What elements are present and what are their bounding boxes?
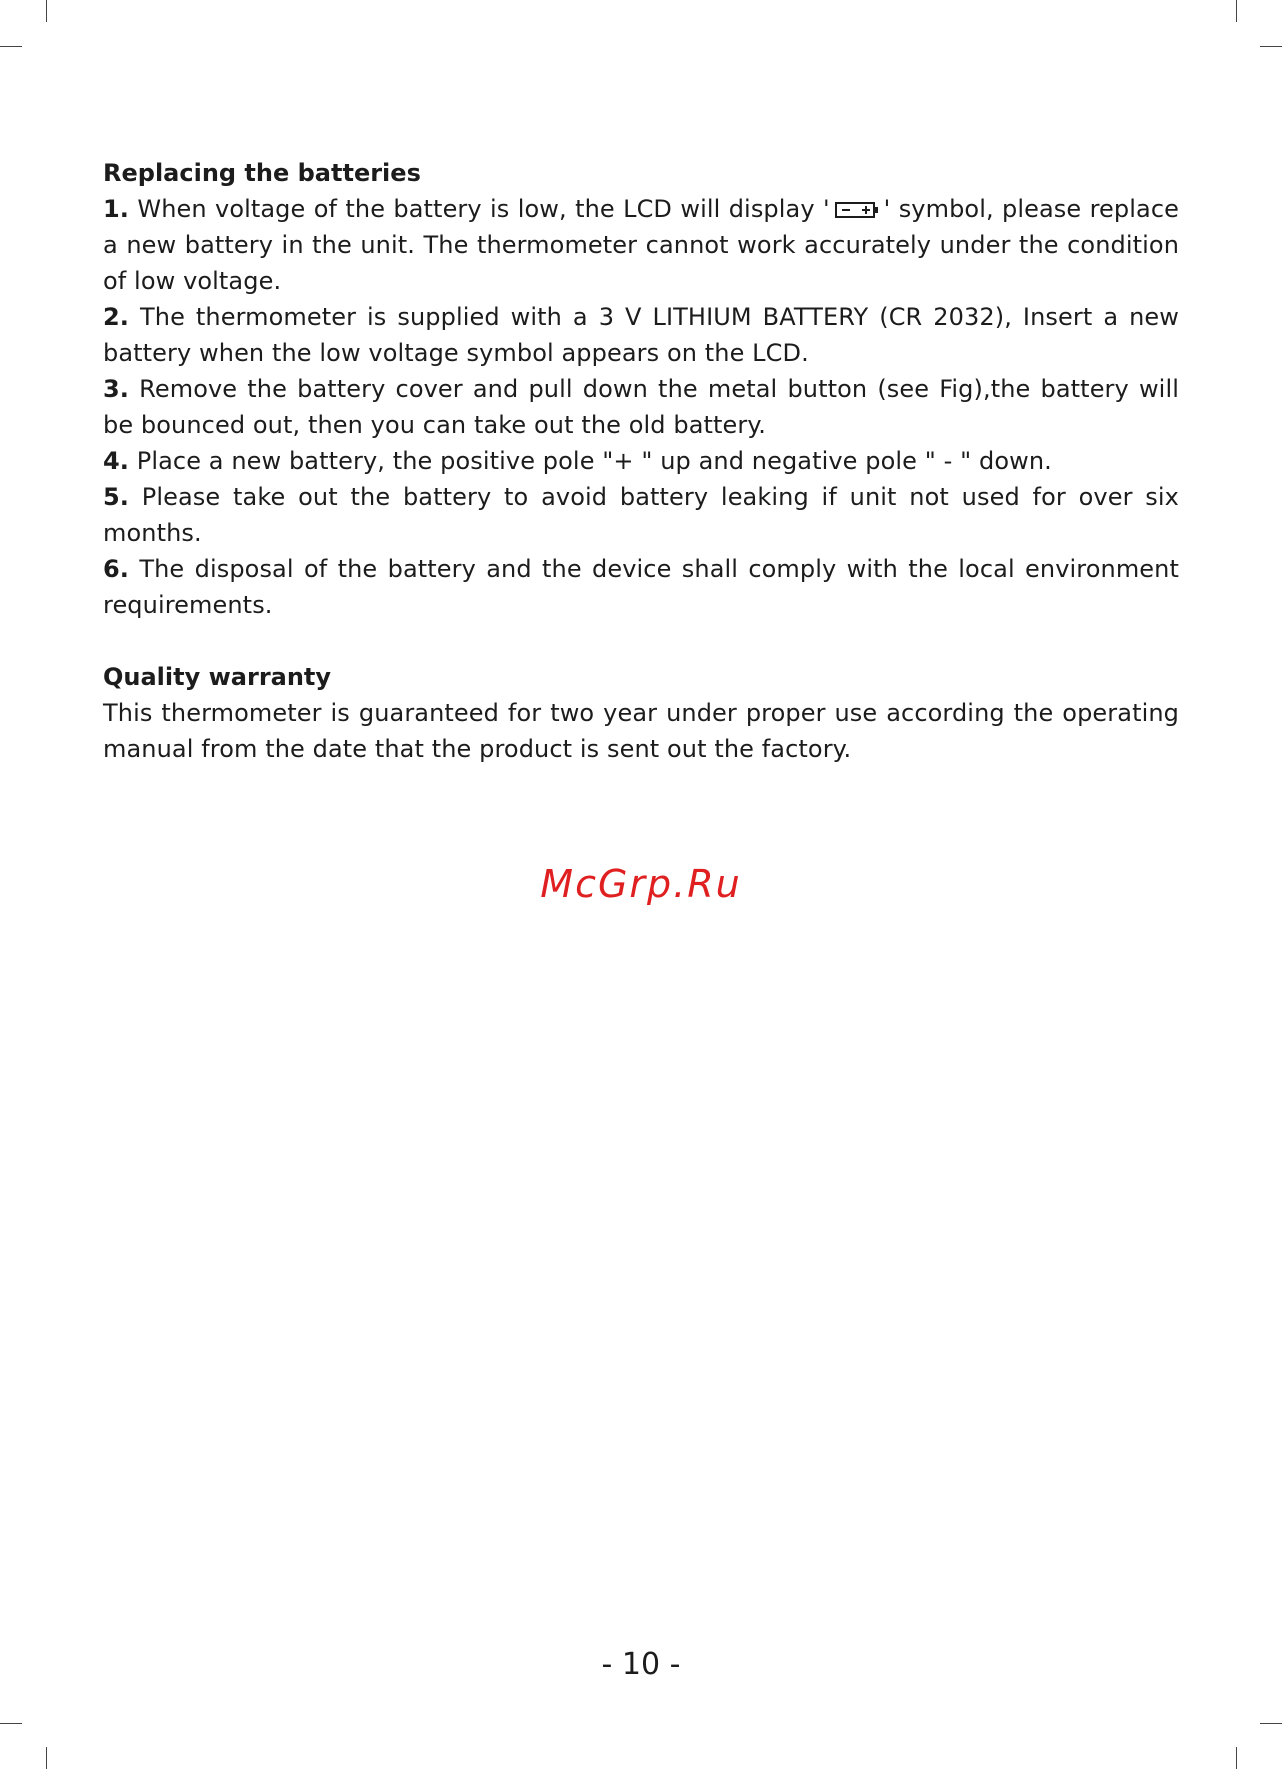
item-text: Place a new battery, the positive pole "+ " up and negative pole " - " down. (129, 447, 1052, 475)
page-content (103, 155, 1179, 767)
section-title-quality-warranty: Quality warranty (103, 663, 332, 691)
crop-mark-top-right-h (1260, 46, 1282, 47)
item-text: The thermometer is supplied with a 3 V LITHIUM BATTERY (CR 2032), Insert a new battery when the low voltage symbol appears on the LCD. (103, 303, 1179, 367)
crop-mark-top-left-v (46, 0, 47, 22)
watermark-link[interactable]: McGrp.Ru (540, 862, 742, 906)
list-item-2 (103, 299, 1179, 371)
item-number: 2. (103, 303, 130, 331)
low-battery-icon (834, 200, 880, 220)
list-item-1 (103, 191, 1179, 299)
warranty-text: This thermometer is guaranteed for two year under proper use according the operating manual from the date that the product is sent out the factory. (103, 699, 1179, 763)
item-text-continued: ' symbol, please replace a new battery in the unit. The thermometer cannot work accurately under the condition of low voltage. (103, 195, 1179, 295)
item-text: When voltage of the battery is low, the LCD will display ' (129, 195, 830, 223)
list-item-5 (103, 479, 1179, 551)
crop-mark-bottom-left-v (46, 1747, 47, 1769)
item-number: 4. (103, 447, 130, 475)
item-number: 1. (103, 195, 130, 223)
item-number: 6. (103, 555, 130, 583)
item-text: Please take out the battery to avoid battery leaking if unit not used for over six months. (103, 483, 1179, 547)
crop-mark-top-left-h (0, 46, 22, 47)
section-spacer (103, 623, 1179, 659)
crop-mark-top-right-v (1236, 0, 1237, 22)
crop-mark-bottom-right-h (1260, 1723, 1282, 1724)
crop-mark-bottom-right-v (1236, 1747, 1237, 1769)
item-text: Remove the battery cover and pull down the metal button (see Fig),the battery will be bounced out, then you can take out the old battery. (103, 375, 1179, 439)
page-number: - 10 - (601, 1647, 681, 1682)
item-number: 3. (103, 375, 130, 403)
list-item-6 (103, 551, 1179, 623)
item-text: The disposal of the battery and the device shall comply with the local environment requirements. (103, 555, 1179, 619)
list-item-3 (103, 371, 1179, 443)
crop-mark-bottom-left-h (0, 1723, 22, 1724)
section-title-replacing-batteries: Replacing the batteries (103, 159, 421, 187)
list-item-4 (103, 443, 1179, 479)
item-number: 5. (103, 483, 130, 511)
